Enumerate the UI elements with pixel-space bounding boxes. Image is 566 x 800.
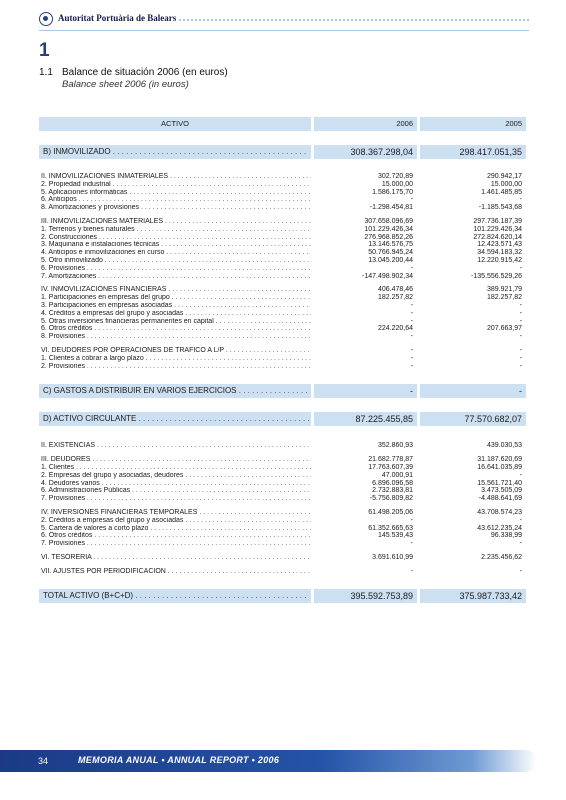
- table-row: [39, 487, 526, 495]
- section-number: 1.1: [39, 67, 53, 78]
- value-2005: 297.736.187,39: [473, 217, 522, 225]
- row-label: 6. Administraciones Públicas . . .: [41, 487, 311, 495]
- value-2005: 43.612.235,24: [477, 524, 522, 532]
- value-2006: -: [410, 354, 413, 362]
- value-2005: 96.338,99: [490, 532, 522, 540]
- value-2006: 13.045.200,44: [368, 256, 413, 264]
- table-row: [39, 525, 526, 533]
- value-2006: -: [410, 309, 413, 317]
- table-row: [39, 495, 526, 503]
- table-row: [39, 265, 526, 273]
- table-row: [39, 286, 526, 294]
- balance-table: [39, 117, 526, 603]
- table-row: [39, 568, 526, 576]
- value-2006: 101.229.426,34: [364, 225, 413, 233]
- value-2005: 182.257,82: [486, 294, 522, 302]
- group-tesoreria: [39, 554, 526, 562]
- page-header: [39, 10, 529, 32]
- value-2006: -: [410, 540, 413, 548]
- value-2006: 276.968.852,26: [364, 233, 413, 241]
- row-label: 5. Otras inversiones financieras permanentes en capital . . .: [41, 318, 311, 326]
- value-2006: 61.352.665,63: [368, 524, 413, 532]
- value-2005: 12.220.915,42: [477, 256, 522, 264]
- value-2006: -: [410, 317, 413, 325]
- table-row: [39, 294, 526, 302]
- row-label: 4. Deudores varios . . .: [41, 480, 311, 488]
- row-label: 5. Cartera de valores a corto plazo . . .: [41, 525, 311, 533]
- value-2005: -: [519, 471, 522, 479]
- row-label: 7. Provisiones . . .: [41, 540, 311, 548]
- table-row: [39, 310, 526, 318]
- section-title-text: Balance de situación 2006 (en euros): [62, 67, 228, 78]
- column-header-2005: 2005: [505, 119, 522, 128]
- value-2005: -: [519, 309, 522, 317]
- value-2006: 21.682.778,87: [368, 456, 413, 464]
- value-2005: 272.824.620,14: [473, 233, 522, 241]
- section-c-gastos: [39, 384, 526, 398]
- value-2005: -: [519, 301, 522, 309]
- row-label: 1. Participaciones en empresas del grupo . . .: [41, 294, 311, 302]
- section-label: D) ACTIVO CIRCULANTE . . .: [43, 412, 309, 426]
- row-label: 1. Clientes . . .: [41, 464, 311, 472]
- section-label: B) INMOVILIZADO . . .: [43, 145, 309, 159]
- table-row: [39, 218, 526, 226]
- row-label: 4. Anticipos e inmovilizaciones en curso . . .: [41, 249, 311, 257]
- value-2005: 12.423.571,43: [477, 241, 522, 249]
- value-2006: 182.257,82: [377, 294, 413, 302]
- header-dotted-rule: [179, 19, 529, 21]
- row-label: 5. Aplicaciones informáticas . . .: [41, 189, 311, 197]
- row-label: VII. AJUSTES POR PERIODIFICACIÓN . . .: [41, 568, 311, 576]
- table-row: [39, 517, 526, 525]
- value-2006: -: [410, 567, 413, 575]
- value-2006: -: [410, 333, 413, 341]
- group-existencias: [39, 442, 526, 450]
- value-2005: 43.708.574,23: [477, 508, 522, 516]
- group-inmaterial: [39, 173, 526, 212]
- value-2005: 15.000,00: [490, 180, 522, 188]
- value-2005: -: [519, 317, 522, 325]
- value-2006: -: [410, 516, 413, 524]
- value-2006: -5.756.809,82: [369, 495, 413, 503]
- table-row: [39, 456, 526, 464]
- value-2006: 50.766.945,24: [368, 249, 413, 257]
- table-row: [39, 226, 526, 234]
- page-footer: [0, 750, 566, 772]
- value-2005: 290.942,17: [486, 173, 522, 180]
- row-label: IV. INVERSIONES FINANCIERAS TEMPORALES . . .: [41, 509, 311, 517]
- row-label: 7. Amortizaciones . . .: [41, 273, 311, 281]
- table-row: [39, 241, 526, 249]
- row-label: 1. Terrenos y bienes naturales . . .: [41, 226, 311, 234]
- row-label: 6. Otros créditos . . .: [41, 532, 311, 540]
- value-2005: -: [519, 362, 522, 370]
- section-b-inmovilizado: [39, 145, 526, 159]
- value-2006: 6.896.096,58: [372, 479, 413, 487]
- row-label: III. INMOVILIZACIONES MATERIALES . . .: [41, 218, 311, 226]
- value-2006: 17.763.607,39: [368, 463, 413, 471]
- header-rule: [39, 30, 529, 31]
- group-ajustes: [39, 568, 526, 576]
- table-row: [39, 204, 526, 212]
- value-2005: -: [519, 516, 522, 524]
- value-2006: 1.586.175,70: [372, 188, 413, 196]
- value-2005: -135.556.529,26: [471, 272, 522, 280]
- section-title: [39, 67, 228, 78]
- value-2006: -: [410, 362, 413, 370]
- group-inversiones-temporales: [39, 509, 526, 548]
- row-label: 2. Construcciones . . .: [41, 234, 311, 242]
- value-2005: 298.417.051,35: [459, 147, 522, 157]
- table-row: [39, 355, 526, 363]
- row-label: VI. TESORERÍA . . .: [41, 554, 311, 562]
- value-2006: 352.860,93: [377, 442, 413, 450]
- value-2006: 224.220,64: [377, 325, 413, 333]
- group-deudores: [39, 456, 526, 503]
- value-2006: 406.478,46: [377, 286, 413, 294]
- value-2005: 389.921,79: [486, 286, 522, 294]
- value-2005: 1.461.485,85: [481, 188, 522, 196]
- table-row: [39, 480, 526, 488]
- row-label: 6. Provisiones . . .: [41, 265, 311, 273]
- value-2005: 2.235.456,62: [481, 553, 522, 561]
- row-label: III. DEUDORES . . .: [41, 456, 311, 464]
- table-row: [39, 302, 526, 310]
- table-row: [39, 333, 526, 341]
- value-2005: 375.987.733,42: [459, 591, 522, 602]
- value-2006: 2.732.883,81: [372, 487, 413, 495]
- value-2005: 31.187.620,69: [477, 456, 522, 464]
- value-2006: 395.592.753,89: [350, 591, 413, 602]
- group-financieras: [39, 286, 526, 341]
- section-label: TOTAL ACTIVO (B+C+D) . . .: [43, 589, 309, 603]
- value-2006: 47.000,91: [381, 471, 413, 479]
- table-row: [39, 540, 526, 548]
- value-2005: 15.561.721,40: [477, 479, 522, 487]
- row-label: 3. Participaciones en empresas asociadas . . .: [41, 302, 311, 310]
- value-2006: 15.000,00: [381, 180, 413, 188]
- table-header: [39, 117, 526, 131]
- value-2006: 87.225.455,85: [355, 414, 413, 425]
- column-header-activo: ACTIVO: [161, 119, 189, 128]
- table-row: [39, 472, 526, 480]
- table-row: [39, 464, 526, 472]
- value-2006: -: [410, 301, 413, 309]
- row-label: 8. Amortizaciones y provisiones . . .: [41, 204, 311, 212]
- table-row: [39, 196, 526, 204]
- value-2006: -: [410, 386, 413, 397]
- row-label: 4. Créditos a empresas del grupo y asociadas . . .: [41, 310, 311, 318]
- page-number: 34: [38, 756, 49, 766]
- value-2005: -1.185.543,68: [478, 204, 522, 212]
- value-2005: -: [519, 346, 522, 354]
- value-2005: 101.229.426,34: [473, 225, 522, 233]
- value-2006: -: [410, 346, 413, 354]
- table-row: [39, 509, 526, 517]
- value-2006: 3.691.610,99: [372, 553, 413, 561]
- row-label: 2. Provisiones . . .: [41, 363, 311, 371]
- section-d-circulante: [39, 412, 526, 426]
- table-row: [39, 554, 526, 562]
- value-2006: -147.498.902,34: [362, 272, 413, 280]
- value-2005: 207.663,97: [486, 325, 522, 333]
- value-2005: 34.594.183,32: [477, 249, 522, 257]
- table-row: [39, 532, 526, 540]
- value-2005: -4.488.641,69: [478, 495, 522, 503]
- row-label: VI. DEUDORES POR OPERACIONES DE TRAFICO A L/P . . .: [41, 347, 311, 355]
- row-label: IV. INMOVILIZACIONES FINANCIERAS . . .: [41, 286, 311, 294]
- group-material: [39, 218, 526, 280]
- group-deudores-lp: [39, 347, 526, 370]
- row-label: II. EXISTENCIAS . . .: [41, 442, 311, 450]
- value-2005: 16.641.035,89: [477, 463, 522, 471]
- value-2005: 77.570.682,07: [464, 414, 522, 425]
- table-row: [39, 318, 526, 326]
- footer-title: MEMORIA ANUAL • ANNUAL REPORT • 2006: [78, 755, 280, 765]
- value-2006: -: [410, 196, 413, 204]
- table-row: [39, 347, 526, 355]
- value-2005: -: [519, 264, 522, 272]
- value-2006: 145.539,43: [377, 532, 413, 540]
- chapter-number: 1: [39, 40, 50, 61]
- value-2006: 61.498.205,06: [368, 508, 413, 516]
- table-row: [39, 173, 526, 181]
- table-row: [39, 273, 526, 281]
- table-row: [39, 181, 526, 189]
- table-row: [39, 257, 526, 265]
- column-header-2006: 2006: [396, 119, 413, 128]
- table-row: [39, 363, 526, 371]
- value-2005: 3.473.505,09: [481, 487, 522, 495]
- value-2005: -: [519, 567, 522, 575]
- section-subtitle: Balance sheet 2006 (in euros): [62, 79, 189, 90]
- value-2006: 308.367.298,04: [350, 147, 413, 157]
- row-label: 6. Anticipos . . .: [41, 196, 311, 204]
- row-label: 2. Créditos a empresas del grupo y asociadas . . .: [41, 517, 311, 525]
- value-2006: 302.720,89: [377, 173, 413, 180]
- value-2005: -: [519, 386, 522, 397]
- port-authority-logo-icon: [39, 12, 53, 26]
- table-row: [39, 189, 526, 197]
- row-label: 8. Provisiones . . .: [41, 333, 311, 341]
- organization-name: Autoritat Portuària de Balears: [58, 13, 177, 23]
- row-label: 1. Clientes a cobrar a largo plazo . . .: [41, 355, 311, 363]
- table-row: [39, 234, 526, 242]
- total-activo: [39, 589, 526, 603]
- table-row: [39, 325, 526, 333]
- value-2005: -: [519, 540, 522, 548]
- value-2005: -: [519, 333, 522, 341]
- row-label: 3. Maquinaria e instalaciones técnicas . . .: [41, 241, 311, 249]
- value-2005: -: [519, 196, 522, 204]
- row-label: 5. Otro inmovilizado . . .: [41, 257, 311, 265]
- value-2006: -: [410, 264, 413, 272]
- table-row: [39, 249, 526, 257]
- row-label: 2. Empresas del grupo y asociadas, deudores . . .: [41, 472, 311, 480]
- row-label: 7. Provisiones . . .: [41, 495, 311, 503]
- row-label: II. INMOVILIZACIONES INMATERIALES . . .: [41, 173, 311, 181]
- value-2005: -: [519, 354, 522, 362]
- value-2006: -1.298.454,81: [369, 204, 413, 212]
- table-row: [39, 442, 526, 450]
- row-label: 2. Propiedad industrial . . .: [41, 181, 311, 189]
- value-2005: 439.030,53: [486, 442, 522, 450]
- value-2006: 13.146.576,75: [368, 241, 413, 249]
- section-label: C) GASTOS A DISTRIBUIR EN VARIOS EJERCICIOS . . .: [43, 384, 309, 398]
- value-2006: 307.658.096,69: [364, 217, 413, 225]
- row-label: 6. Otros créditos . . .: [41, 325, 311, 333]
